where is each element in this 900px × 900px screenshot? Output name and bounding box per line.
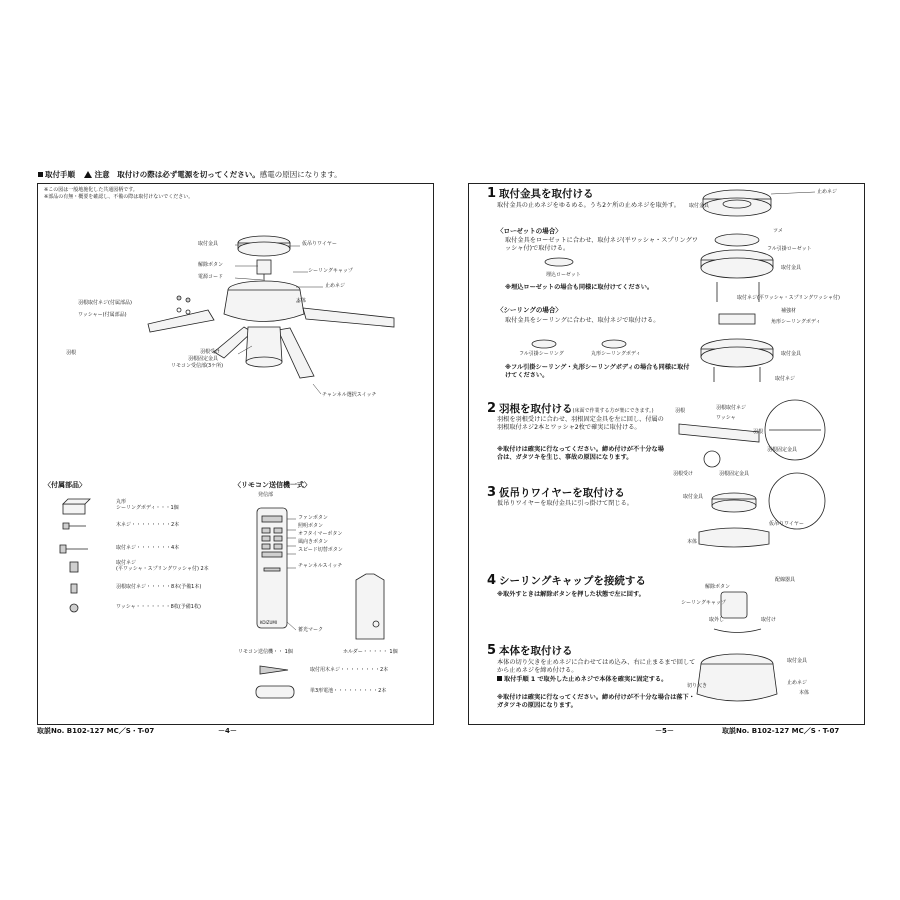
blade-screw-part [71, 584, 77, 593]
remote-label-direction: 風向きボタン [298, 539, 329, 545]
label-wire: 仮吊りワイヤー [302, 241, 337, 247]
part-4: 取付ネジ (平ワッシャ・スプリングワッシャ付) 2本 [116, 560, 209, 572]
footer-right-model: 取説No. B102-127 MC／S・T-07 [722, 727, 840, 735]
fig-label-blade2: 羽根 [753, 429, 764, 435]
step-2-number: 2 [487, 401, 497, 416]
part-6: ワッシャ・・・・・・・8枚(予備1枚) [116, 604, 201, 610]
fig-label-round: 角形シーリングボディ [771, 319, 821, 325]
step-5-body: 本体の切り欠きを止めネジに合わせてはめ込み、右に止まるまで回してから止めネジを締め付ける。 [497, 659, 696, 675]
step-1-sub2-fig2: 丸形シーリングボディ [591, 351, 641, 357]
section-header [38, 171, 342, 180]
part-1: 丸形 シーリングボディ・・・1個 [116, 499, 179, 511]
step-1-sub2-title: 〈シーリングの場合〉 [497, 306, 562, 314]
fig-label-notch: 切り欠き [687, 683, 708, 689]
step-5-title [487, 644, 573, 659]
fig-label-screwplus: 取付ネジ(平ワッシャ・スプリングワッシャ付) [737, 295, 840, 301]
remote-count: リモコン送信機・・ 1個 [238, 649, 293, 655]
washer-screw-part [70, 562, 78, 572]
label-cord: 電源コード [198, 274, 224, 280]
label-release: 解除ボタン [198, 262, 224, 268]
fig-label-bladescrew: 羽根取付ネジ [716, 405, 747, 411]
part-3: 取付ネジ・・・・・・・4本 [116, 545, 180, 551]
washer-part [70, 604, 78, 612]
fig-label-mount3: 取付金具 [781, 351, 802, 357]
step-1-sub2-body: 取付金具をシーリングに合わせ、取付ネジで取付ける。 [505, 317, 660, 324]
holder-count: ホルダー・・・・・ 1個 [343, 649, 398, 655]
step-1-number: 1 [487, 186, 497, 201]
fig-label-mount5: 取付金具 [787, 658, 808, 664]
remote-label-light: 照明ボタン [298, 523, 324, 529]
fig-label-mount: 取付金具 [689, 203, 710, 209]
caution-rest: 感電の原因になります。 [259, 170, 342, 179]
fig-label-bladefix2: 羽根固定金具 [767, 447, 798, 453]
footer-left-model: 取説No. B102-127 MC／S・T-07 [37, 727, 155, 735]
fig-label-cap: シーリングキャップ [681, 600, 726, 606]
remote-label-emitter: 発信部 [258, 492, 274, 498]
fig-label-bladefix: 羽根固定金具 [719, 471, 750, 477]
fig-label-mount4: 取付金具 [683, 494, 704, 500]
label-cap: シーリングキャップ [308, 268, 353, 274]
fig-label-packing: 補強材 [781, 308, 797, 314]
fig-label-attach: 取付け [761, 617, 777, 623]
step-5-ref [497, 676, 697, 684]
caution-text: 取付けの際は必ず電源を切ってください。 [117, 170, 260, 179]
fig-label-stopscrew: 止めネジ [817, 189, 838, 195]
label-washer: ワッシャー(付属部品) [78, 312, 127, 318]
parts-title: 〈付属部品〉 [44, 481, 86, 489]
step-3-heading: 仮吊りワイヤーを取付ける [499, 487, 625, 499]
label-remote-rx: リモコン受信部(3ケ所) [171, 363, 224, 369]
remote-brand: KOIZUMI [260, 620, 278, 625]
step-4-body: ※取外すときは解除ボタンを押した状態で左に回す。 [497, 591, 645, 598]
step-5-ref-text: 取付手順 1 で取外した止めネジで本体を確実に固定する。 [504, 676, 668, 683]
step-1-sub1-fig: 埋込ローゼット [546, 272, 581, 278]
fig-label-receiver: 羽根受け [673, 471, 694, 477]
fig-label-full: フル引掛ローゼット [767, 246, 812, 252]
label-bladefix: 羽根固定金具 [188, 356, 219, 362]
bullet-square-icon [38, 172, 43, 177]
part-2: 木ネジ・・・・・・・・2本 [116, 522, 180, 528]
holder-shape [356, 574, 384, 639]
fig-label-stopscrew2: 止めネジ [787, 680, 808, 686]
fig-label-claw: ツメ [773, 228, 783, 234]
label-receiver: 羽根受け [200, 349, 221, 355]
note-1: ※この図は一般地施化した共通図柄です。 [44, 187, 138, 193]
step-3-number: 3 [487, 485, 497, 500]
step-1-sub2-fig1: フル引掛シーリング [519, 351, 564, 357]
remote-label-glow: 蓄光マーク [298, 627, 324, 633]
label-bladescrew: 羽根取付ネジ(付属部品) [78, 300, 132, 306]
fig-label-body2: 本体 [799, 690, 810, 696]
step-2-note: ※取付けは確実に行なってください。締め付けが不十分な場合は、ガタツキを生じ、事故の原因になります。 [497, 446, 664, 462]
footer-right-page: －5－ [655, 727, 674, 735]
label-blade: 羽根 [66, 350, 77, 356]
step-3-title [487, 486, 625, 501]
step-2-title-note: (床面で作業する方が楽にできます。) [572, 408, 654, 414]
label-body: 本体 [296, 298, 307, 304]
fan-exploded-diagram [38, 184, 433, 724]
step-4-number: 4 [487, 573, 497, 588]
step-4-heading: シーリングキャップを接続する [499, 575, 646, 587]
step-1-sub1-body: 取付金具をローゼットに合わせ、取付ネジ(平ワッシャ・スプリングワッシャ付)で取付ける。 [505, 237, 698, 253]
step-5-note: ※取付けは確実に行なってください。締め付けが不十分な場合は落下・ガタツキの原因になります。 [497, 694, 695, 710]
fig-label-screw: 取付ネジ [775, 376, 796, 382]
holder-screw-shape [260, 666, 288, 674]
step-1-heading: 取付金具を取付ける [499, 188, 594, 200]
fig-label-remove: 取外し [709, 617, 725, 623]
blade-right [303, 308, 394, 327]
part-5: 羽根取付ネジ・・・・・8本(予備1本) [116, 584, 202, 590]
step-2-title [487, 402, 654, 417]
fig-label-blade: 羽根 [675, 408, 686, 414]
left-page [37, 183, 434, 725]
header-title: 取付手順 [45, 170, 75, 179]
blade-front-right [278, 328, 314, 378]
fig-label-body: 本体 [687, 539, 698, 545]
remote-label-speed: スピード切替ボタン [298, 547, 343, 553]
caution-label: 注意 [94, 170, 110, 179]
remote-label-fan: ファンボタン [298, 515, 328, 521]
battery-count: 単3形電池・・・・・・・・・2本 [310, 688, 387, 694]
step-1-sub1-note: ※埋込ローゼットの場合も同様に取付けてください。 [505, 284, 654, 291]
step-2-body: 羽根を羽根受けに合わせ、羽根固定金具を左に回し、付属の羽根取付ネジ2本とワッシャ2枚で確実に取付ける。 [497, 416, 664, 432]
blade-left [148, 310, 214, 332]
battery-shape [256, 686, 294, 698]
label-stopscrew: 止めネジ [325, 283, 346, 289]
caution-triangle-icon [84, 171, 92, 178]
fig-label-mount2: 取付金具 [781, 265, 802, 271]
remote-title: 〈リモコン送信機一式〉 [234, 481, 311, 489]
step-5-number: 5 [487, 643, 497, 658]
ceiling-body-part [63, 504, 85, 514]
fig-label-release: 解除ボタン [705, 584, 731, 590]
bullet-square-icon [497, 676, 502, 681]
step-2-heading: 羽根を取付ける [499, 403, 573, 415]
fig-label-wire: 仮吊りワイヤー [769, 521, 804, 527]
step-5-heading: 本体を取付ける [499, 645, 573, 657]
remote-label-channel: チャンネルスイッチ [298, 563, 343, 569]
step-3-body: 仮吊りワイヤーを取付金具に引っ掛けて閉じる。 [497, 500, 633, 507]
right-page [468, 183, 865, 725]
footer-left-page: －4－ [218, 727, 237, 735]
fig-label-wiring: 配線器具 [775, 577, 796, 583]
step-1-title [487, 187, 594, 202]
step-1-body: 取付金具の止めネジをゆるめる。うち2ケ所の止めネジを取外す。 [497, 202, 680, 209]
label-mount: 取付金具 [198, 241, 219, 247]
ceiling-cap-shape [257, 260, 271, 274]
note-2: ※部品の有無・概要を確認し、不備の際は取付けないでください。 [44, 194, 194, 200]
holder-screw-count: 取付用木ネジ・・・・・・・・2本 [310, 667, 389, 673]
label-channel: チャンネル選択スイッチ [322, 392, 377, 398]
step-4-title [487, 574, 646, 589]
step-1-sub1-title: 〈ローゼットの場合〉 [497, 227, 562, 235]
remote-label-timer: オフタイマーボタン [298, 531, 343, 537]
step-1-sub2-note: ※フル引掛シーリング・丸形シーリングボディの場合も同様に取付けてください。 [505, 364, 690, 380]
fig-label-washer: ワッシャ [716, 415, 736, 421]
